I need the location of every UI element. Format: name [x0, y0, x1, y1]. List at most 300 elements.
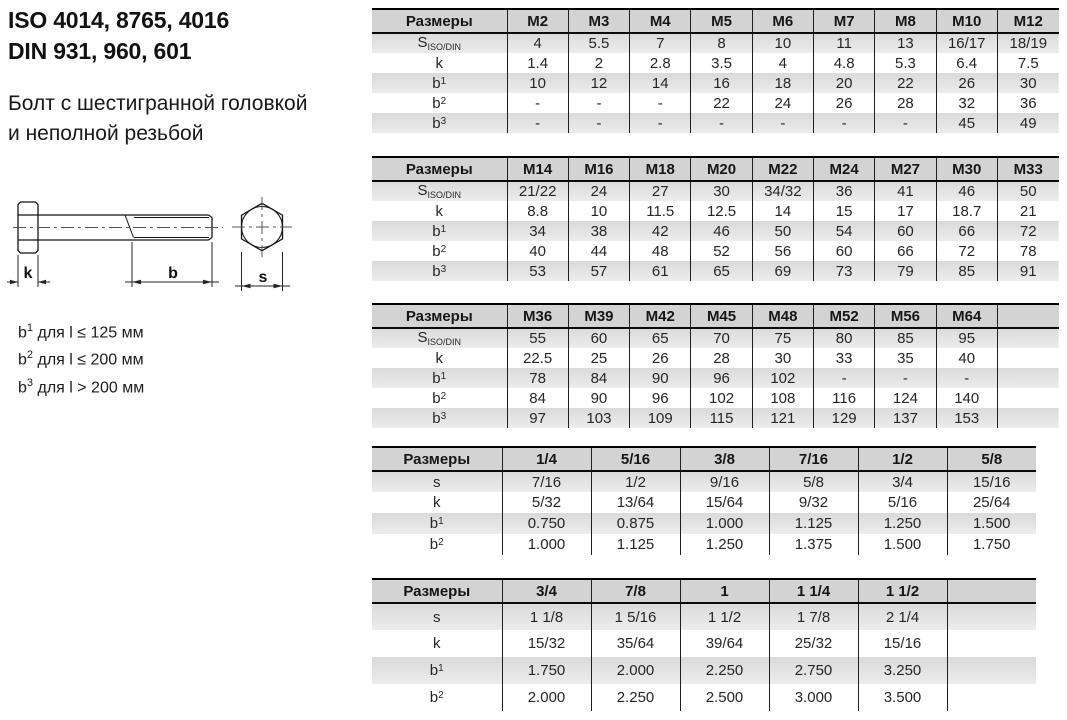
- header-row: [372, 157, 1059, 181]
- value-cell: 116: [813, 388, 874, 408]
- column-header: M20: [691, 157, 752, 181]
- value-cell: 54: [813, 221, 874, 241]
- value-cell: 17: [875, 201, 936, 221]
- footnote-b1: [18, 317, 144, 344]
- value-cell: 25: [568, 348, 629, 368]
- value-cell: 50: [752, 221, 813, 241]
- value-cell-empty: [947, 657, 1036, 684]
- value-cell: 69: [752, 261, 813, 281]
- value-cell: -: [813, 368, 874, 388]
- dim-label-s: s: [258, 269, 268, 286]
- column-header: 1 1/2: [858, 579, 947, 603]
- row-label: k: [435, 349, 443, 367]
- footnote-b3-sup: 3: [26, 376, 34, 389]
- table-row: [372, 348, 1059, 368]
- table-row: [372, 201, 1059, 221]
- value-cell: 95: [936, 328, 997, 348]
- column-header-empty: [997, 304, 1058, 328]
- value-cell: 42: [630, 221, 691, 241]
- row-label: $S_{ISO/DIN}$: [417, 34, 462, 52]
- table-row: [372, 33, 1059, 53]
- value-cell-empty: [997, 328, 1058, 348]
- standards-title: [8, 5, 229, 67]
- value-cell: 7.5: [997, 53, 1058, 73]
- value-cell: 36: [997, 93, 1058, 113]
- dimensions-table-2: [372, 156, 1059, 281]
- row-label: $b^1$: [429, 515, 444, 532]
- row-label: k: [433, 635, 441, 652]
- row-label: $b^3$: [432, 409, 447, 427]
- value-cell: -: [875, 113, 936, 133]
- value-cell: 46: [691, 221, 752, 241]
- value-cell: 30: [691, 181, 752, 201]
- column-header: M2: [507, 9, 568, 33]
- value-cell: 66: [875, 241, 936, 261]
- value-cell: 35/64: [591, 630, 680, 657]
- value-cell: 10: [507, 73, 568, 93]
- value-cell: 1 1/2: [680, 603, 769, 630]
- value-cell: 96: [630, 388, 691, 408]
- table-row: [372, 368, 1059, 388]
- value-cell: 78: [507, 368, 568, 388]
- value-cell: 12.5: [691, 201, 752, 221]
- footnote-b1-sup: 1: [26, 322, 34, 334]
- table-row: [372, 684, 1036, 711]
- column-header: M16: [568, 157, 629, 181]
- value-cell: 25/64: [947, 492, 1036, 513]
- row-label: $b^3$: [432, 262, 447, 280]
- table-row: [372, 534, 1036, 555]
- value-cell: 60: [568, 328, 629, 348]
- value-cell: 9/32: [769, 492, 858, 513]
- value-cell: 53: [507, 261, 568, 281]
- table-header-label: Размеры: [372, 304, 507, 328]
- column-header: M8: [875, 9, 936, 33]
- row-label: k: [435, 54, 443, 72]
- value-cell: 102: [752, 368, 813, 388]
- value-cell: 91: [997, 261, 1058, 281]
- value-cell: 96: [691, 368, 752, 388]
- value-cell: 10: [752, 33, 813, 53]
- value-cell: 3.5: [691, 53, 752, 73]
- value-cell: 65: [630, 328, 691, 348]
- value-cell: 26: [936, 73, 997, 93]
- value-cell: 45: [936, 113, 997, 133]
- column-header: 3/8: [680, 447, 769, 471]
- value-cell: 85: [875, 328, 936, 348]
- value-cell: 66: [936, 221, 997, 241]
- value-cell: 70: [691, 328, 752, 348]
- column-header: M52: [813, 304, 874, 328]
- column-header: 1: [680, 579, 769, 603]
- value-cell: 12: [568, 73, 629, 93]
- value-cell: 22.5: [507, 348, 568, 368]
- value-cell: 129: [813, 408, 874, 428]
- dimensions-table-5: [372, 578, 1036, 711]
- row-label: $b^3$: [432, 114, 447, 132]
- value-cell: 46: [936, 181, 997, 201]
- value-cell: 32: [936, 93, 997, 113]
- value-cell: 1.000: [502, 534, 591, 555]
- value-cell: 72: [936, 241, 997, 261]
- table-row: [372, 388, 1059, 408]
- column-header: M30: [936, 157, 997, 181]
- value-cell: 13: [875, 33, 936, 53]
- value-cell: 25/32: [769, 630, 858, 657]
- table-row: [372, 241, 1059, 261]
- column-header: 3/4: [502, 579, 591, 603]
- value-cell: 140: [936, 388, 997, 408]
- row-label: $b^2$: [432, 94, 447, 112]
- value-cell: 84: [507, 388, 568, 408]
- value-cell-empty: [947, 684, 1036, 711]
- value-cell: 8: [691, 33, 752, 53]
- row-label: $b^1$: [429, 662, 444, 679]
- column-header: M7: [813, 9, 874, 33]
- value-cell: 1.250: [858, 513, 947, 534]
- value-cell: 109: [630, 408, 691, 428]
- table-row: [372, 471, 1036, 492]
- column-header: M22: [752, 157, 813, 181]
- value-cell: 1.500: [947, 513, 1036, 534]
- footnote-b2-text: для l ≤ 200 мм: [33, 351, 144, 369]
- table-header-label: Размеры: [372, 157, 507, 181]
- column-header: M14: [507, 157, 568, 181]
- value-cell-empty: [947, 603, 1036, 630]
- value-cell: 121: [752, 408, 813, 428]
- value-cell: 13/64: [591, 492, 680, 513]
- value-cell: 2.8: [630, 53, 691, 73]
- value-cell: 2.750: [769, 657, 858, 684]
- value-cell: 15/64: [680, 492, 769, 513]
- value-cell: 26: [813, 93, 874, 113]
- value-cell: 75: [752, 328, 813, 348]
- value-cell: 15/16: [947, 471, 1036, 492]
- value-cell: 0.875: [591, 513, 680, 534]
- row-label: k: [435, 202, 443, 220]
- footnote-b2-sup: 2: [26, 349, 34, 362]
- header-row: [372, 304, 1059, 328]
- value-cell: 3.250: [858, 657, 947, 684]
- value-cell: 73: [813, 261, 874, 281]
- value-cell: -: [752, 113, 813, 133]
- row-label: $b^2$: [429, 689, 444, 706]
- value-cell: 85: [936, 261, 997, 281]
- column-header: M45: [691, 304, 752, 328]
- column-header: M5: [691, 9, 752, 33]
- table-row: [372, 221, 1059, 241]
- dimensions-table-1: [372, 8, 1059, 133]
- value-cell: 50: [997, 181, 1058, 201]
- value-cell: 8.8: [507, 201, 568, 221]
- value-cell: 41: [875, 181, 936, 201]
- value-cell: 38: [568, 221, 629, 241]
- value-cell: -: [691, 113, 752, 133]
- value-cell: 5.5: [568, 33, 629, 53]
- value-cell: 49: [997, 113, 1058, 133]
- footnote-b1-text: для l ≤ 125 мм: [33, 324, 144, 342]
- value-cell: 3/4: [858, 471, 947, 492]
- value-cell: 1 1/8: [502, 603, 591, 630]
- value-cell: 79: [875, 261, 936, 281]
- column-header: M42: [630, 304, 691, 328]
- row-label: $b^2$: [432, 389, 447, 407]
- footnote-b3-base: b: [18, 378, 27, 396]
- value-cell: 2 1/4: [858, 603, 947, 630]
- imperial-table-quarter-to-fiveeighths-host: [372, 446, 1036, 555]
- table-row: [372, 408, 1059, 428]
- value-cell: 55: [507, 328, 568, 348]
- value-cell-empty: [997, 348, 1058, 368]
- value-cell: -: [630, 93, 691, 113]
- footnote-b2: [18, 344, 144, 371]
- value-cell: 80: [813, 328, 874, 348]
- footnote-b3-text: для l > 200 мм: [33, 378, 145, 396]
- value-cell: 22: [875, 73, 936, 93]
- value-cell: 60: [875, 221, 936, 241]
- value-cell: 4.8: [813, 53, 874, 73]
- value-cell: 1.250: [680, 534, 769, 555]
- value-cell: 36: [813, 181, 874, 201]
- value-cell: 14: [630, 73, 691, 93]
- row-label: $S_{ISO/DIN}$: [417, 182, 462, 200]
- imperial-table-threequarter-to-oneandhalf-host: [372, 578, 1036, 711]
- value-cell: 102: [691, 388, 752, 408]
- table-header-label: Размеры: [372, 579, 502, 603]
- value-cell: -: [568, 93, 629, 113]
- value-cell: 65: [691, 261, 752, 281]
- value-cell: 15/16: [858, 630, 947, 657]
- row-label: $b^2$: [432, 242, 447, 260]
- value-cell: 153: [936, 408, 997, 428]
- description-line-2: и неполной резьбой: [8, 122, 204, 145]
- value-cell: 33: [813, 348, 874, 368]
- description-line-1: Болт с шестигранной головкой: [8, 92, 308, 115]
- value-cell: 52: [691, 241, 752, 261]
- metric-table-m2-m12-host: [372, 8, 1059, 133]
- value-cell: 5/16: [858, 492, 947, 513]
- value-cell: 4: [752, 53, 813, 73]
- value-cell: 30: [997, 73, 1058, 93]
- value-cell-empty: [997, 368, 1058, 388]
- column-header: 1/4: [502, 447, 591, 471]
- value-cell: 84: [568, 368, 629, 388]
- value-cell: 15: [813, 201, 874, 221]
- value-cell: 11: [813, 33, 874, 53]
- column-header: M18: [630, 157, 691, 181]
- value-cell: 18: [752, 73, 813, 93]
- value-cell: 1.750: [502, 657, 591, 684]
- value-cell: 30: [752, 348, 813, 368]
- header-row: [372, 447, 1036, 471]
- table-row: [372, 603, 1036, 630]
- value-cell: 5.3: [875, 53, 936, 73]
- value-cell: 97: [507, 408, 568, 428]
- table-row: [372, 73, 1059, 93]
- column-header: M6: [752, 9, 813, 33]
- value-cell: 124: [875, 388, 936, 408]
- value-cell: 5/32: [502, 492, 591, 513]
- metric-table-m36-m64-host: [372, 303, 1059, 428]
- value-cell-empty: [997, 388, 1058, 408]
- value-cell: 108: [752, 388, 813, 408]
- value-cell: 115: [691, 408, 752, 428]
- footnote-b1-base: b: [18, 324, 27, 342]
- product-description: [8, 89, 307, 149]
- dim-label-k: k: [23, 265, 33, 282]
- row-label: s: [433, 473, 441, 491]
- table-row: [372, 630, 1036, 657]
- value-cell: 9/16: [680, 471, 769, 492]
- value-cell: 15/32: [502, 630, 591, 657]
- value-cell: 137: [875, 408, 936, 428]
- value-cell: 40: [507, 241, 568, 261]
- table-row: [372, 181, 1059, 201]
- value-cell: 35: [875, 348, 936, 368]
- footnote-b2-base: b: [18, 351, 27, 369]
- header-row: [372, 9, 1059, 33]
- value-cell: 2.250: [680, 657, 769, 684]
- column-header: M3: [568, 9, 629, 33]
- value-cell: 1.500: [858, 534, 947, 555]
- value-cell: 44: [568, 241, 629, 261]
- value-cell: 1.4: [507, 53, 568, 73]
- metric-table-m14-m33-host: [372, 156, 1059, 281]
- dim-label-b: b: [168, 265, 178, 282]
- table-row: [372, 513, 1036, 534]
- value-cell: 5/8: [769, 471, 858, 492]
- value-cell: 90: [630, 368, 691, 388]
- value-cell: 0.750: [502, 513, 591, 534]
- row-label: $b^1$: [432, 74, 447, 92]
- header-row: [372, 579, 1036, 603]
- value-cell: -: [507, 93, 568, 113]
- value-cell: -: [630, 113, 691, 133]
- value-cell: 39/64: [680, 630, 769, 657]
- value-cell: 40: [936, 348, 997, 368]
- row-label: s: [433, 608, 441, 626]
- value-cell: 1.375: [769, 534, 858, 555]
- value-cell: 20: [813, 73, 874, 93]
- value-cell: 1.125: [769, 513, 858, 534]
- din-standards-line: DIN 931, 960, 601: [8, 38, 192, 64]
- value-cell: 90: [568, 388, 629, 408]
- value-cell: 72: [997, 221, 1058, 241]
- footnote-b3: [18, 372, 144, 399]
- row-label: $S_{ISO/DIN}$: [417, 329, 462, 347]
- dimensions-table-3: [372, 303, 1059, 428]
- value-cell: 2.250: [591, 684, 680, 711]
- value-cell: 7/16: [502, 471, 591, 492]
- value-cell: 34: [507, 221, 568, 241]
- column-header: 5/8: [947, 447, 1036, 471]
- value-cell: 22: [691, 93, 752, 113]
- table-row: [372, 261, 1059, 281]
- value-cell: 28: [691, 348, 752, 368]
- value-cell: 61: [630, 261, 691, 281]
- value-cell: 1.000: [680, 513, 769, 534]
- column-header: M10: [936, 9, 997, 33]
- value-cell: 6.4: [936, 53, 997, 73]
- value-cell: 10: [568, 201, 629, 221]
- column-header: 1 1/4: [769, 579, 858, 603]
- value-cell: 18.7: [936, 201, 997, 221]
- value-cell: 24: [568, 181, 629, 201]
- table-row: [372, 328, 1059, 348]
- value-cell: 1.125: [591, 534, 680, 555]
- value-cell-empty: [947, 630, 1036, 657]
- column-header: M4: [630, 9, 691, 33]
- column-header: M48: [752, 304, 813, 328]
- row-label: $b^1$: [432, 222, 447, 240]
- value-cell: 2: [568, 53, 629, 73]
- value-cell: 34/32: [752, 181, 813, 201]
- value-cell: 7: [630, 33, 691, 53]
- column-header: M39: [568, 304, 629, 328]
- column-header: 7/8: [591, 579, 680, 603]
- row-label: $b^1$: [432, 369, 447, 387]
- value-cell: 4: [507, 33, 568, 53]
- value-cell: 21/22: [507, 181, 568, 201]
- value-cell: -: [568, 113, 629, 133]
- table-row: [372, 113, 1059, 133]
- footnotes: [18, 317, 144, 399]
- row-label: k: [433, 494, 441, 511]
- value-cell: 56: [752, 241, 813, 261]
- value-cell: 78: [997, 241, 1058, 261]
- column-header: M24: [813, 157, 874, 181]
- table-header-label: Размеры: [372, 9, 507, 33]
- value-cell: 16/17: [936, 33, 997, 53]
- hex-bolt-technical-drawing: [5, 188, 315, 314]
- column-header: M27: [875, 157, 936, 181]
- table-row: [372, 93, 1059, 113]
- table-header-label: Размеры: [372, 447, 502, 471]
- value-cell: 11.5: [630, 201, 691, 221]
- value-cell: 3.500: [858, 684, 947, 711]
- value-cell: 2.000: [502, 684, 591, 711]
- value-cell: 48: [630, 241, 691, 261]
- value-cell: 28: [875, 93, 936, 113]
- value-cell: 1 5/16: [591, 603, 680, 630]
- column-header: M64: [936, 304, 997, 328]
- value-cell: 16: [691, 73, 752, 93]
- value-cell: 2.500: [680, 684, 769, 711]
- column-header: M12: [997, 9, 1058, 33]
- value-cell: 27: [630, 181, 691, 201]
- value-cell: 26: [630, 348, 691, 368]
- value-cell: 57: [568, 261, 629, 281]
- value-cell: -: [936, 368, 997, 388]
- column-header: M33: [997, 157, 1058, 181]
- column-header: 7/16: [769, 447, 858, 471]
- iso-standards-line: ISO 4014, 8765, 4016: [8, 7, 230, 33]
- value-cell: -: [813, 113, 874, 133]
- value-cell: 103: [568, 408, 629, 428]
- value-cell: -: [875, 368, 936, 388]
- value-cell-empty: [997, 408, 1058, 428]
- column-header: 5/16: [591, 447, 680, 471]
- value-cell: 14: [752, 201, 813, 221]
- value-cell: 18/19: [997, 33, 1058, 53]
- column-header: 1/2: [858, 447, 947, 471]
- table-row: [372, 657, 1036, 684]
- value-cell: 60: [813, 241, 874, 261]
- column-header: M56: [875, 304, 936, 328]
- column-header-empty: [947, 579, 1036, 603]
- value-cell: 24: [752, 93, 813, 113]
- dimensions-table-4: [372, 446, 1036, 555]
